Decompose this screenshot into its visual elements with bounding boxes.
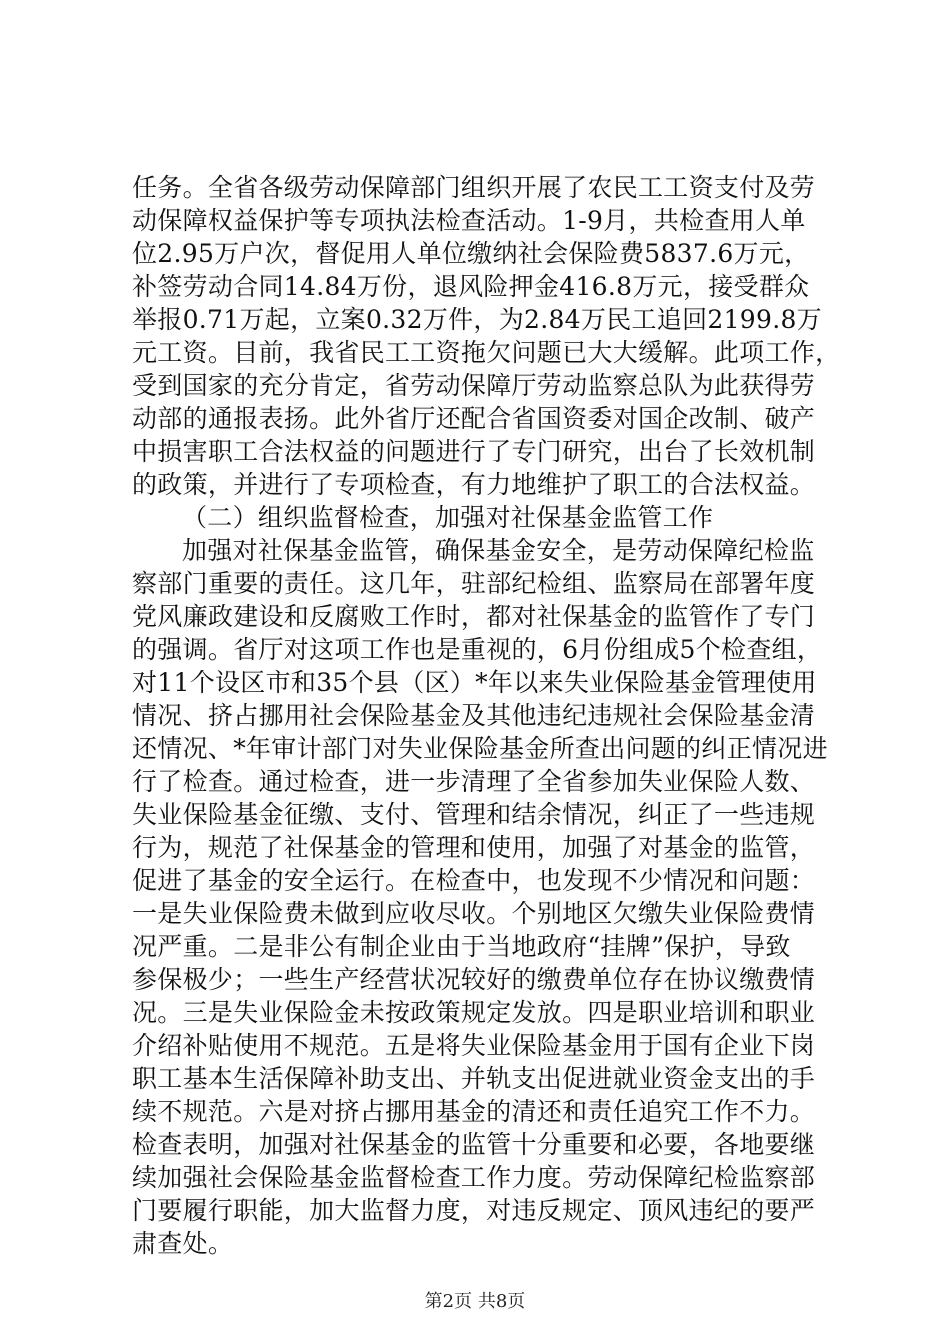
paragraph-line: 任务。全省各级劳动保障部门组织开展了农民工工资支付及劳: [132, 173, 816, 202]
paragraph-line: 况严重。二是非公有制企业由于当地政府“挂牌”保护，导致: [132, 932, 791, 961]
section-heading: （二）组织监督检查，加强对社保基金监管工作: [182, 503, 714, 532]
paragraph-line: 检查表明，加强对社保基金的监管十分重要和必要，各地要继: [132, 1130, 816, 1159]
paragraph-line: 情况、挤占挪用社会保险基金及其他违纪违规社会保险基金清: [132, 701, 816, 730]
paragraph-line: 动保障权益保护等专项执法检查活动。1-9月，共检查用人单: [132, 206, 806, 235]
paragraph-line: 促进了基金的安全运行。在检查中，也发现不少情况和问题：: [132, 866, 816, 895]
paragraph-line: 行了检查。通过检查，进一步清理了全省参加失业保险人数、: [132, 767, 816, 796]
paragraph-line: 动部的通报表扬。此外省厅还配合省国资委对国企改制、破产: [132, 404, 816, 433]
paragraph-line: 还情况、*年审计部门对失业保险基金所查出问题的纠正情况进: [132, 734, 828, 763]
paragraph-line: 况。三是失业保险金未按政策规定发放。四是职业培训和职业: [132, 998, 816, 1027]
paragraph-line: 续加强社会保险基金监督检查工作力度。劳动保障纪检监察部: [132, 1163, 816, 1192]
paragraph-line: 职工基本生活保障补助支出、并轨支出促进就业资金支出的手: [132, 1064, 816, 1093]
paragraph-line: 介绍补贴使用不规范。五是将失业保险基金用于国有企业下岗: [132, 1031, 816, 1060]
paragraph-line: 受到国家的充分肯定，省劳动保障厅劳动监察总队为此获得劳: [132, 371, 816, 400]
paragraph-line: 察部门重要的责任。这几年，驻部纪检组、监察局在部署年度: [132, 569, 816, 598]
paragraph-line: 肃查处。: [132, 1229, 234, 1258]
paragraph-line: 续不规范。六是对挤占挪用基金的清还和责任追究工作不力。: [132, 1097, 816, 1126]
paragraph-first-line: 加强对社保基金监管，确保基金安全，是劳动保障纪检监: [182, 536, 815, 565]
page-number-footer: 第2页 共8页: [424, 1291, 526, 1312]
paragraph-line: 对11个设区市和35个县（区）*年以来失业保险基金管理使用: [132, 668, 817, 697]
paragraph-line: 元工资。目前，我省民工工资拖欠问题已大大缓解。此项工作，: [132, 338, 841, 367]
paragraph-line: 行为，规范了社保基金的管理和使用，加强了对基金的监管，: [132, 833, 816, 862]
paragraph-line: 中损害职工合法权益的问题进行了专门研究，出台了长效机制: [132, 437, 816, 466]
paragraph-line: 补签劳动合同14.84万份，退风险押金416.8万元，接受群众: [132, 272, 810, 301]
paragraph-line: 位2.95万户次，督促用人单位缴纳社会保险费5837.6万元，: [132, 239, 810, 268]
paragraph-line: 参保极少；一些生产经营状况较好的缴费单位存在协议缴费情: [132, 965, 816, 994]
paragraph-line: 党风廉政建设和反腐败工作时，都对社保基金的监管作了专门: [132, 602, 816, 631]
paragraph-line: 门要履行职能，加大监督力度，对违反规定、顶风违纪的要严: [132, 1196, 816, 1225]
paragraph-line: 的政策，并进行了专项检查，有力地维护了职工的合法权益。: [132, 470, 816, 499]
paragraph-line: 的强调。省厅对这项工作也是重视的，6月份组成5个检查组，: [132, 635, 823, 664]
paragraph-line: 举报0.71万起，立案0.32万件，为2.84万民工追回2199.8万: [132, 305, 822, 334]
paragraph-line: 失业保险基金征缴、支付、管理和结余情况，纠正了一些违规: [132, 800, 816, 829]
paragraph-line: 一是失业保险费未做到应收尽收。个别地区欠缴失业保险费情: [132, 899, 816, 928]
